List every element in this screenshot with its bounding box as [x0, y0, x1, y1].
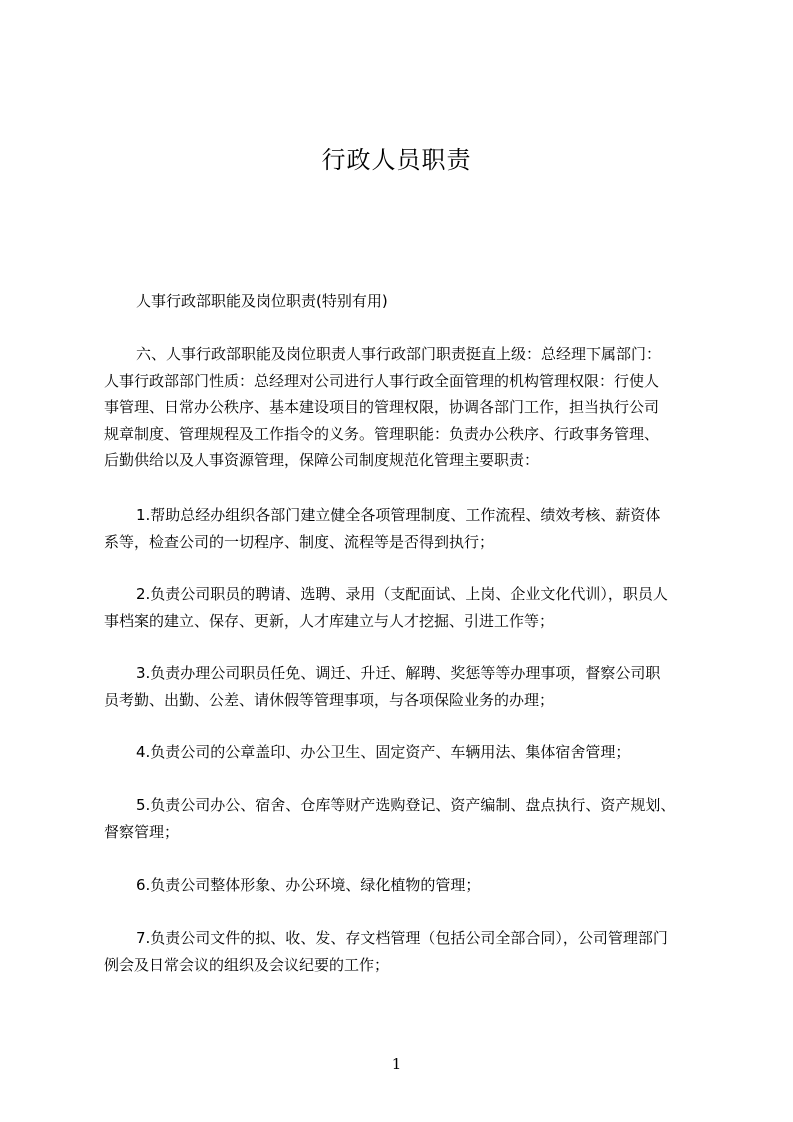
paragraph-line: 7.负责公司文件的拟、收、发、存文档管理（包括公司全部合同），公司管理部门 — [136, 929, 668, 947]
paragraph-line: 督察管理； — [104, 822, 180, 841]
paragraph-line: 后勤供给以及人事资源管理，保障公司制度规范化管理主要职责： — [104, 451, 540, 469]
document-title: 行政人员职责 — [321, 146, 472, 174]
paragraph-line: 事档案的建立、保存、更新，人才库建立与人才挖掘、引进工作等； — [104, 611, 555, 630]
paragraph-line: 员考勤、出勤、公差、请休假等管理事项，与各项保险业务的办理； — [104, 690, 555, 709]
paragraph-line: 4.负责公司的公章盖印、办公卫生、固定资产、车辆用法、集体宿舍管理； — [136, 743, 631, 761]
document-subtitle: 人事行政部职能及岗位职责(特别有用) — [136, 292, 388, 310]
paragraph-line: 3.负责办理公司职员任免、调迁、升迁、解聘、奖惩等等办理事项，督察公司职 — [136, 664, 661, 682]
paragraph-line: 5.负责公司办公、宿舍、仓库等财产选购登记、资产编制、盘点执行、资产规划、 — [136, 796, 676, 814]
duty-item-5 — [104, 792, 720, 845]
duty-item-2 — [104, 581, 720, 634]
paragraph-line: 人事行政部部门性质：总经理对公司进行人事行政全面管理的机构管理权限：行使人 — [104, 371, 660, 390]
paragraph-line: 例会及日常会议的组织及会议纪要的工作； — [104, 955, 390, 974]
paragraph-line: 6.负责公司整体形象、办公环境、绿化植物的管理； — [136, 876, 481, 894]
duty-item-3 — [104, 660, 720, 713]
paragraph-line: 1.帮助总经办组织各部门建立健全各项管理制度、工作流程、绩效考核、薪资体 — [136, 506, 661, 524]
intro-paragraph — [104, 341, 720, 474]
paragraph-line: 系等，检查公司的一切程序、制度、流程等是否得到执行； — [104, 532, 495, 551]
duty-item-4 — [104, 739, 720, 766]
paragraph-line: 事管理、日常办公秩序、基本建设项目的管理权限，协调各部门工作，担当执行公司 — [104, 398, 660, 416]
duty-item-7 — [104, 925, 720, 978]
page-number: 1 — [391, 1055, 402, 1073]
duty-item-6 — [104, 872, 720, 899]
paragraph-line: 2.负责公司职员的聘请、选聘、录用（支配面试、上岗、企业文化代训），职员人 — [136, 585, 668, 603]
paragraph-line: 六、人事行政部职能及岗位职责人事行政部门职责挺直上级：总经理下属部门： — [136, 345, 662, 363]
paragraph-line: 规章制度、管理规程及工作指令的义务。管理职能：负责办公秩序、行政事务管理、 — [104, 424, 660, 443]
duty-item-1 — [104, 502, 720, 555]
